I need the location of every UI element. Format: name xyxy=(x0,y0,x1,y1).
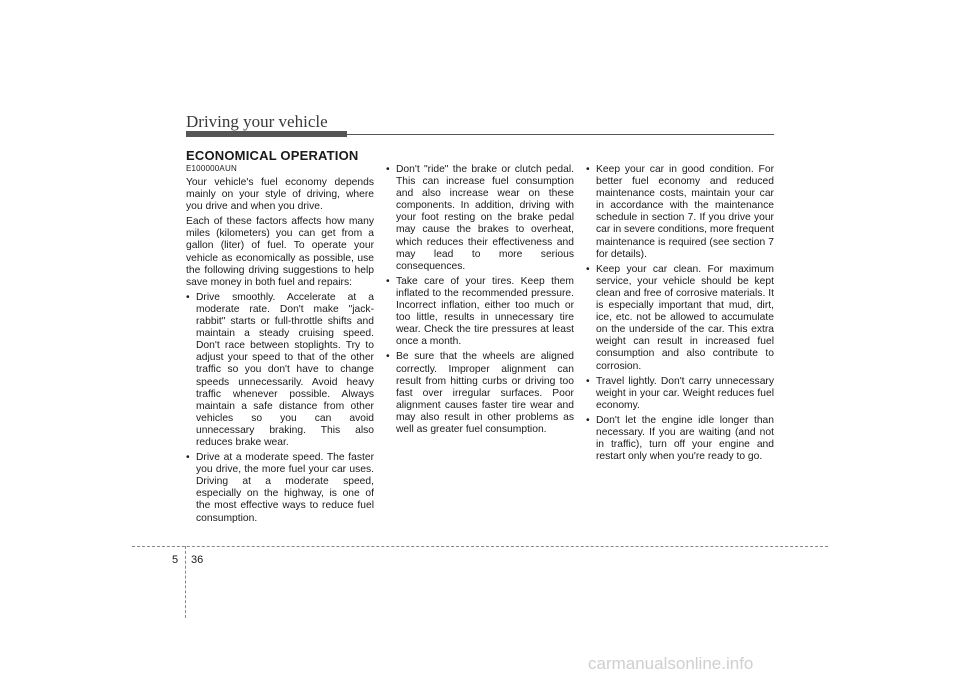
watermark: carmanualsonline.info xyxy=(588,654,754,673)
bullet-icon: • xyxy=(586,263,590,275)
header-title: Driving your vehicle xyxy=(186,112,328,131)
list-item xyxy=(586,164,774,261)
bullet-icon: • xyxy=(586,164,590,175)
list-item xyxy=(586,376,774,412)
footer-divider xyxy=(185,546,186,618)
tips-list xyxy=(186,292,374,525)
list-item xyxy=(186,292,374,449)
list-item-text: Keep your car clean. For maximum service, your vehicle should be kept clean and free of corrosive materials. It is especially important that mud, dirt, ice, etc. not be allowed to accumulate on the underside of the car. This extra weight can result in increased fuel consumption and also contribute to corrosion. xyxy=(596,263,774,372)
column-left xyxy=(186,164,374,528)
list-item xyxy=(586,415,774,463)
section-title: ECONOMICAL OPERATION xyxy=(186,148,359,163)
column-right xyxy=(586,164,774,466)
bullet-icon: • xyxy=(186,291,190,303)
header-rule-accent xyxy=(186,131,347,137)
list-item-text: Be sure that the wheels are aligned correctly. Improper alignment can result from hitting curbs or driving too fast over irregular surfaces. Poor alignment causes faster tire wear and may also result in other problems as well as greater fuel consumption. xyxy=(396,351,574,435)
list-item-text: Take care of your tires. Keep them inflated to the recommended pressure. Incorrect inflation, either too much or too little, results in unnecessary tire wear. Check the tire pressures at least once a month. xyxy=(396,275,574,348)
list-item xyxy=(186,452,374,525)
bullet-icon: • xyxy=(586,375,590,387)
bullet-icon: • xyxy=(386,275,390,287)
section-number: 5 xyxy=(172,554,179,566)
intro-paragraph: Your vehicle's fuel economy depends mainly on your style of driving, where you drive and when you drive. xyxy=(186,177,374,213)
section-code: E100000AUN xyxy=(186,164,237,173)
list-item-text: Don't let the engine idle longer than necessary. If you are waiting (and not in traffic), turn off your engine and restart only when you're ready to go. xyxy=(596,414,774,463)
tips-list xyxy=(586,164,774,463)
intro-paragraph: Each of these factors affects how many miles (kilometers) you can get from a gallon (liter) of fuel. To operate your vehicle as economically as possible, use the following driving suggestions to help save money in both fuel and repairs: xyxy=(186,216,374,288)
list-item xyxy=(386,164,574,273)
list-item-text: Drive smoothly. Accelerate at a moderate rate. Don't make "jack-rabbit" starts or full-throttle shifts and maintain a steady cruising speed. Don't race between stoplights. Try to adjust your speed to that of the other traffic so you don't have to change speeds unnecessarily. Avoid heavy traffic whenever possible. Always maintain a safe distance from other vehicles so you can avoid unnecessary braking. This also reduces brake wear. xyxy=(196,291,374,448)
list-item-text: Drive at a moderate speed. The faster you drive, the more fuel your car uses. Driving at a moderate speed, especially on the highway, is one of the most effective ways to reduce fuel consumption. xyxy=(196,452,374,524)
list-item-text: Don't "ride" the brake or clutch pedal. This can increase fuel consumption and also increase wear on these components. In addition, driving with your foot resting on the brake pedal may cause the brakes to overheat, which reduces their effectiveness and may lead to more serious consequences. xyxy=(396,164,574,272)
list-item xyxy=(586,264,774,373)
list-item xyxy=(386,351,574,436)
list-item xyxy=(386,276,574,349)
list-item-text: Travel lightly. Don't carry unnecessary weight in your car. Weight reduces fuel economy. xyxy=(596,375,774,411)
footer-rule xyxy=(132,546,828,547)
bullet-icon: • xyxy=(386,164,390,175)
tips-list xyxy=(386,164,574,436)
bullet-icon: • xyxy=(186,452,190,464)
bullet-icon: • xyxy=(386,351,390,363)
page-number: 36 xyxy=(191,554,204,566)
list-item-text: Keep your car in good condition. For better fuel economy and reduced maintenance costs, maintain your car in accordance with the maintenance schedule in section 7. If you drive your car in severe conditions, more frequent maintenance is required (see section 7 for details). xyxy=(596,164,774,260)
bullet-icon: • xyxy=(586,414,590,426)
column-middle xyxy=(386,164,574,439)
